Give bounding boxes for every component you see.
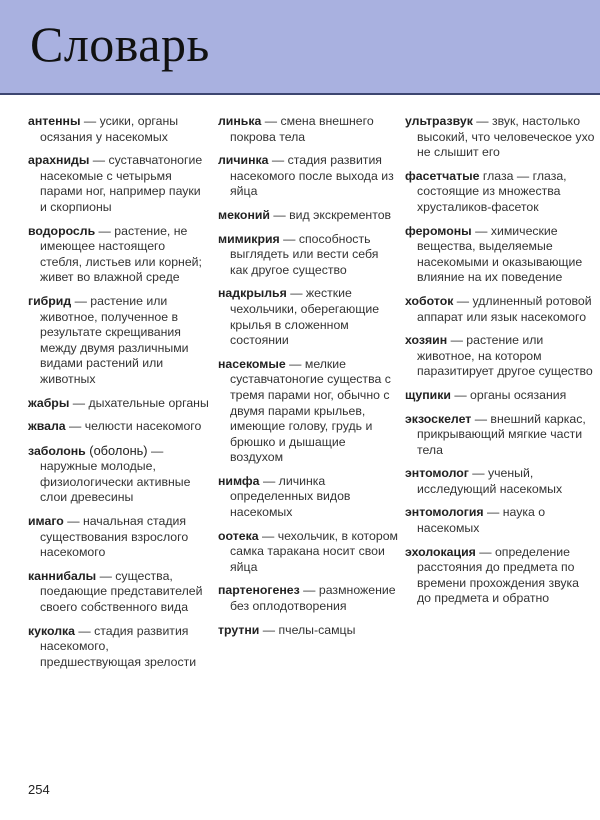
glossary-entry [28,153,210,215]
glossary-definition: — растение или животное, полученное в результате скрещивания между двумя различными видами растений или животных [40,293,189,386]
header-band [0,0,600,95]
glossary-entry [405,294,595,325]
glossary-term: надкрылья [218,286,287,301]
glossary-entry [28,224,210,286]
glossary-definition: — растение, не имеющее настоящего стебля, листьев или корней; живет во влажной среде [40,223,202,285]
glossary-entry [218,357,398,466]
glossary-definition: — чехольчик, в котором самка таракана носит свои яйца [230,528,399,574]
glossary-term: куколка [28,623,75,638]
glossary-column-2 [218,114,398,646]
glossary-definition: — наружные молодые, физиологически активные слои древесины [40,443,191,505]
glossary-term: экзоскелет [405,411,472,426]
glossary-definition: — звук, настолько высокий, что человеческое ухо не слышит его [417,114,595,160]
glossary-entry [28,443,210,506]
glossary-term: водоросль [28,223,96,238]
glossary-definition: — жесткие чехольчики, оберегающие крылья в сложенном состоянии [230,286,380,348]
glossary-entry [218,114,398,145]
glossary-definition: глаза — глаза, состоящие из множества хрусталиков-фасеток [417,168,567,214]
glossary-entry [28,419,210,435]
glossary-term: хоботок [405,293,454,308]
glossary-definition: — дыхательные органы [69,395,209,410]
glossary-definition: — начальная стадия существования взрослого насекомого [40,514,189,560]
glossary-entry [405,114,595,161]
glossary-definition: — челюсти насекомого [65,419,202,434]
glossary-entry [218,286,398,348]
glossary-term: линька [218,114,262,128]
glossary-entry [405,388,595,404]
glossary-term: заболонь [28,443,86,458]
glossary-term: нимфа [218,473,260,488]
glossary-term: жвала [28,419,66,434]
glossary-definition: — наука о насекомых [417,505,546,536]
glossary-definition: — растение или животное, на котором паразитирует другое существо [417,333,593,379]
glossary-definition: — усики, органы осязания у насекомых [40,114,179,144]
glossary-term: ультразвук [405,114,473,128]
glossary-entry [218,232,398,279]
glossary-term: личинка [218,153,269,168]
page-number: 254 [28,782,50,797]
glossary-entry [28,624,210,671]
glossary-entry [28,514,210,561]
glossary-term: имаго [28,514,64,529]
glossary-term-alternate: (оболонь) [85,442,148,458]
glossary-term: антенны [28,114,81,128]
glossary-term: партеногенез [218,583,300,598]
glossary-definition: — суставчатоногие насекомые с четырьмя парами ног, например пауки и скорпионы [40,153,203,214]
glossary-term: гибрид [28,293,72,308]
glossary-definition: — органы осязания [450,387,567,402]
glossary-entry [405,412,595,459]
glossary-entry [218,623,398,639]
glossary-definition: — размножение без оплодотворения [230,583,396,614]
glossary-definition: — пчелы-самцы [259,622,356,637]
glossary-entry [405,505,595,536]
glossary-term: щупики [405,387,451,402]
glossary-column-3 [405,114,595,615]
glossary-entry [218,474,398,521]
glossary-definition: — удлиненный ротовой аппарат или язык насекомого [417,293,592,324]
glossary-definition: — химические вещества, выделяемые насекомыми и оказывающие влияние на их поведение [417,223,583,285]
glossary-term: оотека [218,528,259,543]
glossary-term: фасетчатые [405,168,480,183]
glossary-term: арахниды [28,153,90,168]
glossary-term: трутни [218,622,260,637]
glossary-entry [28,569,210,616]
glossary-term: насекомые [218,356,286,371]
glossary-entry [405,466,595,497]
glossary-entry [218,153,398,200]
glossary-term: каннибалы [28,568,97,583]
glossary-entry [405,545,595,607]
glossary-entry [405,169,595,216]
glossary-term: эхолокация [405,544,476,559]
glossary-term: хозяин [405,333,448,348]
glossary-term: энтомолог [405,466,469,481]
glossary-term: меконий [218,207,270,222]
glossary-term: энтомология [405,505,484,520]
glossary-definition: — вид экскрементов [270,207,392,222]
glossary-term: жабры [28,395,70,410]
glossary-entry [405,333,595,380]
glossary-definition: — определение расстояния до предмета по времени прохождения звука до предмета и обратно [417,544,580,606]
glossary-entry [405,224,595,286]
page-title: Словарь [30,16,210,72]
glossary-entry [28,114,210,145]
glossary-definition: — существа, поедающие представителей своего собственного вида [40,568,203,615]
glossary-entry [218,583,398,614]
glossary-term: мимикрия [218,231,280,246]
glossary-definition: — личинка определенных видов насекомых [230,473,351,520]
glossary-definition: — стадия развития насекомого после выхода из яйца [230,153,394,199]
glossary-column-1 [28,114,210,678]
glossary-entry [218,208,398,224]
glossary-entry [28,294,210,388]
glossary-definition: — ученый, исследующий насекомых [417,466,563,496]
glossary-definition: — стадия развития насекомого, предшествующая зрелости [40,623,197,669]
glossary-definition: — способность выглядеть или вести себя как другое существо [230,231,379,277]
glossary-entry [28,396,210,412]
glossary-definition: — мелкие суставчатоногие существа с тремя парами ног, обычно с двумя парами крыльев, имеющие голову, грудь и брюшко и дышащие воздухом [230,356,391,465]
glossary-term: феромоны [405,223,472,238]
glossary-entry [218,529,398,576]
glossary-definition: — внешний каркас, прикрывающий мягкие части тела [417,411,586,457]
glossary-definition: — смена внешнего покрова тела [230,114,374,144]
